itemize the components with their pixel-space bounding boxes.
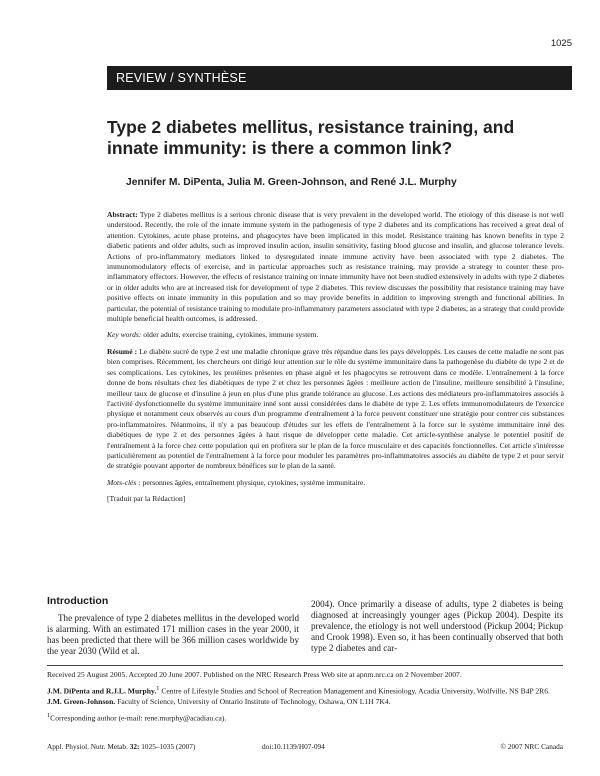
article-authors: Jennifer M. DiPenta, Julia M. Green-Johnson, and René J.L. Murphy (126, 177, 457, 188)
footer-volume: 32: (129, 742, 140, 751)
motscles-text: personnes âgées, entraînement physique, cytokines, système immunitaire. (142, 477, 366, 487)
resume-label: Résumé : (107, 346, 138, 356)
intro-left-column: The prevalence of type 2 diabetes mellitus in the developed world is alarming. With an estimated 171 million cases in the year 2000, it has been predicted that there will be 366 million cases worldwide by the year 2030 (Wild et al. (47, 613, 299, 657)
page-number: 1025 (550, 38, 572, 49)
footer-copyright: © 2007 NRC Canada (500, 742, 563, 751)
received-dates: Received 25 August 2005. Accepted 20 June 2007. Published on the NRC Research Press Web site at apnm.nrc.ca on 2 November 2007. (47, 670, 462, 679)
motscles-paragraph (107, 478, 564, 488)
footer-citation (47, 742, 195, 751)
section-banner: REVIEW / SYNTHÈSE (107, 66, 572, 90)
footer-journal: Appl. Physiol. Nutr. Metab. (47, 742, 128, 751)
intro-right-column: 2004). Once primarily a disease of adults, type 2 diabetes is being diagnosed at increasingly younger ages (Pickup 2004). Despite its prevalence, the etiology is not well understood (Pickup 2004; Pickup and Crook 1998). Even so, it has been continually observed that both type 2 diabetes and car- (311, 599, 563, 654)
footnotes-block (47, 670, 563, 728)
keywords-text: older adults, exercise training, cytokines, immune system. (143, 330, 319, 340)
footnote-divider (47, 665, 563, 666)
affiliation-1-text: Centre of Lifestyle Studies and School of Recreation Management and Kinesiology, Acadia University, Wolfville, NS B4P 2R6. (161, 686, 550, 696)
affiliation-1 (47, 684, 563, 707)
introduction-heading: Introduction (47, 595, 109, 607)
translated-note: [Traduit par la Rédaction] (107, 494, 186, 504)
keywords-label: Key words: (107, 330, 142, 340)
corresponding-text: Corresponding author (e-mail: rene.murphy@acadiau.ca). (50, 713, 227, 723)
keywords-paragraph (107, 330, 564, 340)
affiliation-2-text: Faculty of Science, University of Ontario Institute of Technology, Oshawa, ON L1H 7K4. (117, 697, 391, 707)
resume-paragraph (107, 347, 564, 472)
resume-text: Le diabète sucré de type 2 est une maladie chronique grave très répandue dans les pays développés. Les causes de cette maladie ne sont pas bien comprises. Récemment, les chercheurs ont dirigé leur attention sur le rôle du système immunitaire dans la pathogenèse du diabète de type 2 et de ses complications. Les cytokines, les protéines présentes en phase aiguë et les phagocytes se retrouvent dans ce modèle. L'entraînement à la force donne de bons résultats chez les diabétiques de type 2 et chez les personnes âgées : meilleure action de l'insuline, meilleure sensibilité à l'insuline, meilleur taux de glucose et d'insuline à jeun en plus d'une plus grande tolérance au glucose. Les actions des médiateurs pro-inflammatoires associés à l'activité dysfonctionnelle du système immunitaire inné sont aussi considérées dans le diabète de type 2. Les effets immunomodulateurs de l'exercice physique et notamment ceux observés au cours d'un programme d'entraînement à la force peuvent constituer une stratégie pour contrer ces substances pro-inflammatoires. Néanmoins, il n'y a pas beaucoup d'études sur les effets de l'entraînement à la force sur le système immunitaire inné des diabétiques de type 2 et des personnes âgées à haut risque de développer cette maladie. Cet article-synthèse analyse le potentiel positif de l'entraînement à la force chez cette population qui en profitera sur le plan de la force musculaire et des capacités fonctionnelles. Cet article s'intéresse particulièrement au potentiel de l'entraînement à la force pour moduler les paramètres pro-inflammatoires associés au diabète de type 2 et pour servir de stratégie pouvant apporter de nombreux bénéfices sur le plan de la santé. (107, 346, 564, 471)
footer-doi: doi:10.1139/H07-094 (262, 742, 325, 751)
affiliation-1-names: J.M. DiPenta and R.J.L. Murphy. (47, 686, 157, 696)
abstract-label: Abstract: (107, 210, 138, 219)
corresponding-author (47, 711, 563, 724)
abstract-block (107, 210, 564, 511)
motscles-label: Mots-clés : (107, 477, 141, 487)
abstract-text: Type 2 diabetes mellitus is a serious chronic disease that is very prevalent in the developed world. The etiology of this disease is not well understood. Recently, the role of the innate immune system in the pathogenesis of type 2 diabetes and its complications has received a great deal of attention. Cytokines, acute phase proteins, and phagocytes have been implicated in this model. Resistance training has known benefits in type 2 diabetic patients and older adults, such as improved insulin action, insulin sensitivity, fasting blood glucose and insulin, and glucose tolerance levels. Actions of pro-inflammatory mediators linked to dysregulated innate immune activity have been associated with type 2 diabetes. The immunomodulatory effects of exercise, and in particular approaches such as resistance training, may provide a strategy to counter these pro-inflammatory effectors. However, the effects of resistance training on innate immunity have not been studied extensively in adults with type 2 diabetes or in older adults who are at increased risk for development of type 2 diabetes. This review discusses the possibility that resistance training may have positive effects on innate immunity in this population and so may provide benefits in addition to improving strength and functional abilities. In particular, the potential of resistance training to modulate pro-inflammatory parameters associated with type 2 diabetes, as a strategy that could provide multiple beneficial health outcomes, is addressed. (107, 210, 564, 324)
corresponding-sup: 1 (47, 712, 51, 720)
footer-pages: 1025–1035 (2007) (141, 742, 196, 751)
affiliation-1-sup: 1 (156, 685, 160, 693)
affiliation-2-names: J.M. Green-Johnson. (47, 697, 116, 707)
article-title: Type 2 diabetes mellitus, resistance training, and innate immunity: is there a common link? (107, 117, 515, 158)
abstract-paragraph (107, 210, 564, 324)
